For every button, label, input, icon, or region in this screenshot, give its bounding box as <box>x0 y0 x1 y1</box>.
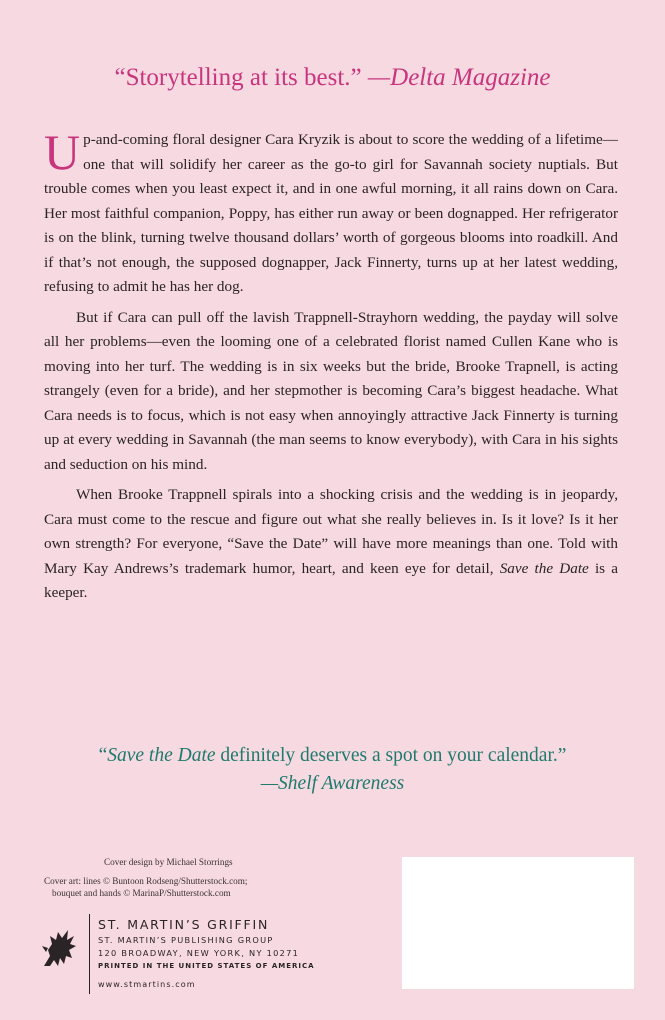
description-paragraph-3 <box>44 483 618 606</box>
bottom-quote-source: —Shelf Awareness <box>260 773 405 794</box>
top-quote-text: “Storytelling at its best.” <box>114 64 362 91</box>
top-quote <box>0 62 665 94</box>
drop-cap: U <box>44 124 81 180</box>
description-paragraph-1 <box>44 124 618 300</box>
top-quote-source: —Delta Magazine <box>367 64 551 91</box>
publisher-url[interactable]: www.stmartins.com <box>98 980 196 989</box>
cover-art-credit-1: Cover art: lines © Buntoon Rodseng/Shutterstock.com; <box>44 876 248 886</box>
publisher-block <box>40 914 370 994</box>
paragraph-1-text: p-and-coming floral designer Cara Kryzik is about to score the wedding of a lifetime—one that will solidify her career as the go-to girl for Savannah society nuptials. But trouble comes when you least expect it, and in one awful morning, it all rains down on Cara. Her most faithful companion, Poppy, has either run away or been dognapped. Her refrigerator is on the blink, turning twelve thousand dollars’ worth of gorgeous blooms into roadkill. And if that’s not enough, the supposed dognapper, Jack Finnerty, turns up at her latest wedding, refusing to admit he has her dog. <box>44 131 618 295</box>
book-title-inline: Save the Date <box>499 559 589 577</box>
cover-credits <box>44 856 344 899</box>
barcode-area <box>402 857 634 989</box>
book-description <box>44 124 618 606</box>
paragraph-3-end: is a keeper. <box>44 559 618 601</box>
publisher-name: ST. MARTIN’S GRIFFIN <box>98 917 270 932</box>
bottom-quote-open: “ <box>98 745 108 766</box>
publisher-divider <box>89 914 90 994</box>
bottom-quote-rest: definitely deserves a spot on your calendar.” <box>215 745 567 766</box>
paragraph-3-text: When Brooke Trappnell spirals into a shocking crisis and the wedding is in jeopardy, Cara must come to the rescue and figure out what she really believes in. Is it love? Is it her own strength? For everyone, “Save the Date” will have more meanings than one. Told with Mary Kay Andrews’s trademark humor, heart, and keen eye for detail, <box>44 486 618 577</box>
bottom-quote <box>0 742 665 798</box>
publisher-address: 120 BROADWAY, NEW YORK, NY 10271 <box>98 948 300 958</box>
cover-design-credit: Cover design by Michael Storrings <box>104 857 233 867</box>
publisher-info <box>98 916 315 972</box>
griffin-logo-icon <box>40 926 80 968</box>
bottom-quote-title: Save the Date <box>107 745 216 766</box>
description-paragraph-2: But if Cara can pull off the lavish Trappnell-Strayhorn wedding, the payday will solve all her problems—even the looming one of a celebrated florist named Cullen Kane who is moving into her turf. The wedding is in six weeks but the bride, Brooke Trapnell, is acting strangely (even for a bride), and her stepmother is becoming Cara’s biggest headache. What Cara needs is to focus, which is not easy when annoyingly attractive Jack Finnerty is turning up at every wedding in Savannah (the man seems to know everybody), with Cara in his sights and seduction on his mind. <box>44 308 618 473</box>
publisher-group: ST. MARTIN’S PUBLISHING GROUP <box>98 935 274 945</box>
cover-art-credit-2: bouquet and hands © MarinaP/Shutterstock.com <box>52 888 231 898</box>
bottom-quote-text <box>0 742 665 770</box>
printed-in: PRINTED IN THE UNITED STATES OF AMERICA <box>98 962 315 970</box>
